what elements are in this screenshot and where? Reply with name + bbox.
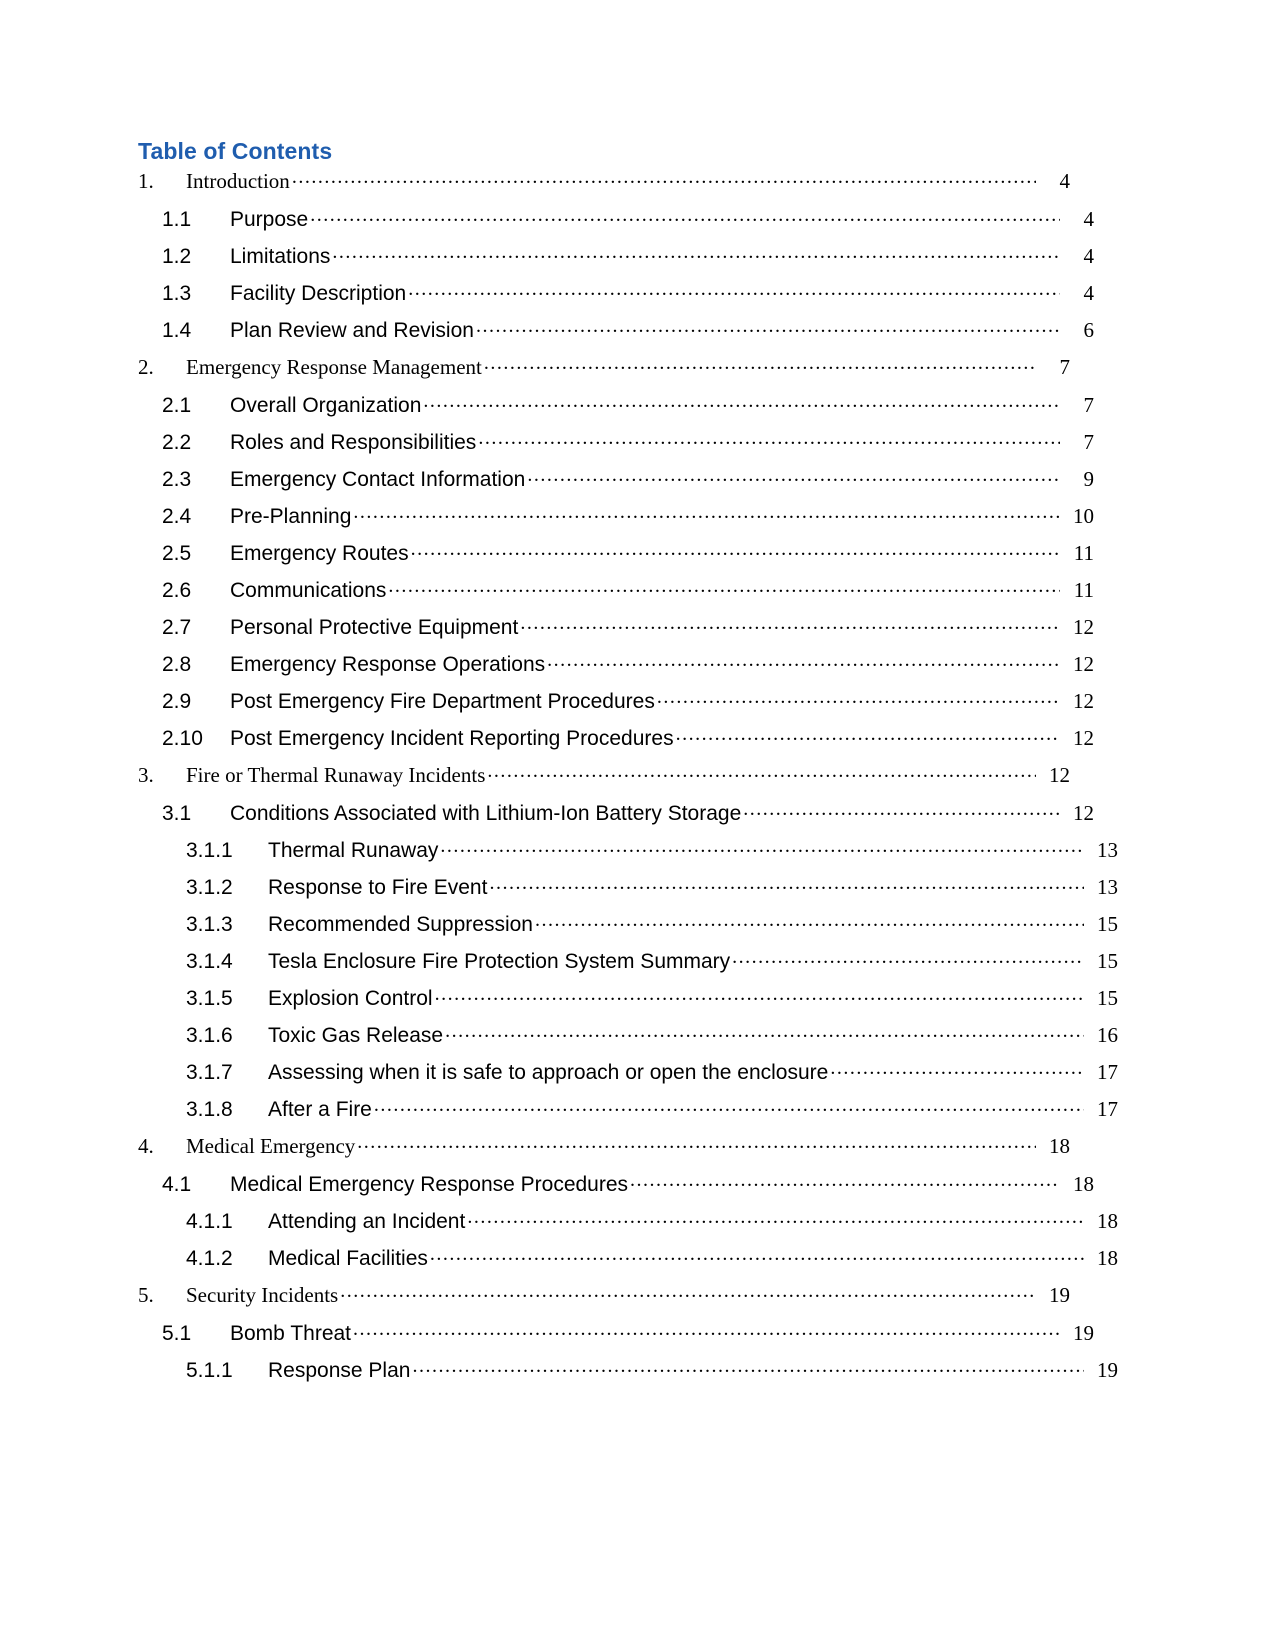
toc-entry[interactable] (138, 205, 1094, 242)
toc-entry-label: Limitations (230, 245, 331, 269)
toc-entry-number: 1.4 (162, 319, 192, 343)
toc-entry-number: 4.1.1 (186, 1210, 233, 1234)
toc-entry-page-number: 10 (1073, 504, 1094, 529)
toc-leader-dots (408, 279, 1060, 300)
toc-entry[interactable] (138, 391, 1094, 428)
toc-entry-label: Recommended Suppression (268, 913, 533, 937)
toc-entry-number: 1. (138, 169, 154, 194)
toc-entry-page-number: 4 (1059, 169, 1070, 194)
toc-entry-page-number: 12 (1073, 726, 1094, 751)
toc-leader-dots (388, 576, 1060, 597)
toc-entry-label: Overall Organization (230, 394, 422, 418)
toc-entry-page-number: 11 (1073, 541, 1094, 566)
toc-entry-page-number: 7 (1083, 393, 1094, 418)
toc-entry-page-number: 19 (1097, 1358, 1118, 1383)
toc-entry-number: 1.1 (162, 208, 192, 232)
toc-leader-dots (476, 316, 1060, 337)
toc-entry[interactable] (138, 167, 1070, 205)
toc-entry[interactable] (138, 799, 1094, 836)
toc-leader-dots (353, 502, 1060, 523)
toc-entry-page-number: 19 (1049, 1283, 1070, 1308)
toc-entry[interactable] (138, 984, 1118, 1021)
toc-entry-label: Post Emergency Fire Department Procedures (230, 690, 655, 714)
toc-entry-label: Explosion Control (268, 987, 433, 1011)
toc-entry-page-number: 17 (1097, 1097, 1118, 1122)
toc-entry-label: Emergency Routes (230, 542, 409, 566)
toc-entry[interactable] (138, 910, 1118, 947)
toc-entry-page-number: 12 (1049, 763, 1070, 788)
toc-entry-label: Post Emergency Incident Reporting Procedures (230, 727, 674, 751)
toc-entry-number: 3.1.6 (186, 1024, 233, 1048)
toc-entry-number: 5. (138, 1283, 154, 1308)
toc-entry[interactable] (138, 724, 1094, 761)
toc-entry-label: Roles and Responsibilities (230, 431, 477, 455)
toc-entry[interactable] (138, 650, 1094, 687)
toc-entry-label: Attending an Incident (268, 1210, 466, 1234)
toc-entry-number: 3. (138, 763, 154, 788)
toc-leader-dots (357, 1132, 1036, 1153)
toc-entry[interactable] (138, 761, 1070, 799)
toc-entry-label: Response to Fire Event (268, 876, 488, 900)
toc-entry-number: 3.1.8 (186, 1098, 233, 1122)
toc-leader-dots (467, 1207, 1084, 1228)
toc-entry-label: Medical Emergency (186, 1134, 356, 1159)
toc-entry[interactable] (138, 613, 1094, 650)
toc-entry-label: Facility Description (230, 282, 407, 306)
toc-entry-page-number: 4 (1083, 281, 1094, 306)
toc-leader-dots (353, 1319, 1060, 1340)
toc-leader-dots (292, 167, 1036, 188)
toc-entry-number: 2.9 (162, 690, 192, 714)
toc-entry-number: 2.6 (162, 579, 192, 603)
toc-entry-label: Assessing when it is safe to approach or open the enclosure (268, 1061, 829, 1085)
toc-leader-dots (412, 1356, 1084, 1377)
toc-entry[interactable] (138, 873, 1118, 910)
toc-entry-page-number: 18 (1097, 1209, 1118, 1234)
toc-entry-label: Plan Review and Revision (230, 319, 474, 343)
toc-leader-dots (340, 1281, 1036, 1302)
toc-leader-dots (676, 724, 1060, 745)
toc-entry[interactable] (138, 539, 1094, 576)
toc-entry-number: 2.2 (162, 431, 192, 455)
toc-entry-page-number: 13 (1097, 838, 1118, 863)
toc-leader-dots (547, 650, 1060, 671)
toc-leader-dots (520, 613, 1060, 634)
toc-entry-page-number: 9 (1083, 467, 1094, 492)
toc-leader-dots (445, 1021, 1084, 1042)
toc-entry-label: Emergency Response Operations (230, 653, 546, 677)
toc-entry-label: Security Incidents (186, 1283, 339, 1308)
toc-entry-label: Personal Protective Equipment (230, 616, 519, 640)
toc-leader-dots (630, 1170, 1060, 1191)
toc-leader-dots (535, 910, 1084, 931)
toc-entry-label: Communications (230, 579, 387, 603)
toc-entry-label: Toxic Gas Release (268, 1024, 444, 1048)
toc-leader-dots (478, 428, 1060, 449)
toc-entry-page-number: 12 (1073, 652, 1094, 677)
toc-list (138, 167, 1118, 1393)
toc-entry-label: Medical Emergency Response Procedures (230, 1173, 629, 1197)
toc-entry-page-number: 4 (1083, 207, 1094, 232)
toc-entry[interactable] (138, 576, 1094, 613)
toc-entry[interactable] (138, 836, 1118, 873)
toc-entry-number: 2.1 (162, 394, 192, 418)
toc-entry-page-number: 12 (1073, 615, 1094, 640)
toc-entry[interactable] (138, 1170, 1094, 1207)
toc-entry-label: After a Fire (268, 1098, 372, 1122)
toc-entry-label: Thermal Runaway (268, 839, 439, 863)
toc-entry[interactable] (138, 1058, 1118, 1095)
toc-entry-page-number: 12 (1073, 801, 1094, 826)
toc-leader-dots (430, 1244, 1084, 1265)
toc-entry[interactable] (138, 1244, 1118, 1281)
toc-entry-page-number: 12 (1073, 689, 1094, 714)
toc-entry[interactable] (138, 279, 1094, 316)
toc-entry[interactable] (138, 353, 1070, 391)
toc-leader-dots (332, 242, 1060, 263)
toc-entry-number: 2.7 (162, 616, 192, 640)
toc-entry-label: Conditions Associated with Lithium-Ion Battery Storage (230, 802, 742, 826)
toc-leader-dots (527, 465, 1060, 486)
toc-leader-dots (310, 205, 1060, 226)
toc-entry-number: 3.1.3 (186, 913, 233, 937)
toc-entry-label: Response Plan (268, 1359, 411, 1383)
toc-leader-dots (732, 947, 1084, 968)
toc-leader-dots (435, 984, 1084, 1005)
toc-entry[interactable] (138, 947, 1118, 984)
toc-entry-label: Tesla Enclosure Fire Protection System Summary (268, 950, 731, 974)
toc-entry-label: Introduction (186, 169, 290, 194)
toc-entry-number: 1.3 (162, 282, 192, 306)
toc-entry-page-number: 15 (1097, 986, 1118, 1011)
toc-entry-page-number: 18 (1049, 1134, 1070, 1159)
toc-entry[interactable] (138, 465, 1094, 502)
toc-entry-number: 2.8 (162, 653, 192, 677)
toc-entry-label: Medical Facilities (268, 1247, 428, 1271)
toc-entry-number: 3.1.4 (186, 950, 233, 974)
toc-entry[interactable] (138, 242, 1094, 279)
toc-entry[interactable] (138, 1319, 1094, 1356)
toc-entry[interactable] (138, 1356, 1118, 1393)
toc-leader-dots (374, 1095, 1084, 1116)
toc-leader-dots (489, 873, 1084, 894)
toc-entry[interactable] (138, 316, 1094, 353)
toc-entry-label: Pre-Planning (230, 505, 352, 529)
toc-leader-dots (743, 799, 1060, 820)
toc-leader-dots (830, 1058, 1084, 1079)
toc-entry-page-number: 18 (1097, 1246, 1118, 1271)
toc-entry[interactable] (138, 428, 1094, 465)
toc-entry-number: 3.1.5 (186, 987, 233, 1011)
toc-entry-number: 2. (138, 355, 154, 380)
toc-entry-label: Fire or Thermal Runaway Incidents (186, 763, 486, 788)
toc-entry-label: Purpose (230, 208, 309, 232)
toc-entry-page-number: 7 (1059, 355, 1070, 380)
toc-entry-number: 2.3 (162, 468, 192, 492)
toc-leader-dots (411, 539, 1060, 560)
toc-entry-page-number: 18 (1073, 1172, 1094, 1197)
toc-entry-page-number: 19 (1073, 1321, 1094, 1346)
toc-entry-number: 2.4 (162, 505, 192, 529)
toc-entry[interactable] (138, 1207, 1118, 1244)
toc-leader-dots (484, 353, 1036, 374)
toc-entry-page-number: 11 (1073, 578, 1094, 603)
toc-entry-page-number: 15 (1097, 912, 1118, 937)
toc-entry-label: Bomb Threat (230, 1322, 352, 1346)
toc-entry-label: Emergency Contact Information (230, 468, 526, 492)
toc-entry-number: 1.2 (162, 245, 192, 269)
toc-entry-page-number: 16 (1097, 1023, 1118, 1048)
toc-entry-number: 5.1.1 (186, 1359, 233, 1383)
toc-leader-dots (487, 761, 1036, 782)
toc-entry-number: 3.1.1 (186, 839, 233, 863)
toc-entry[interactable] (138, 502, 1094, 539)
toc-entry[interactable] (138, 687, 1094, 724)
toc-entry-page-number: 6 (1083, 318, 1094, 343)
toc-entry-page-number: 15 (1097, 949, 1118, 974)
toc-container (138, 138, 1118, 1393)
toc-entry-label: Emergency Response Management (186, 355, 482, 380)
page-title: Table of Contents (138, 138, 333, 164)
toc-entry-number: 3.1.7 (186, 1061, 233, 1085)
toc-entry-number: 4. (138, 1134, 154, 1159)
toc-leader-dots (657, 687, 1060, 708)
toc-entry-number: 2.5 (162, 542, 192, 566)
toc-entry-page-number: 4 (1083, 244, 1094, 269)
toc-entry-number: 3.1 (162, 802, 192, 826)
toc-entry[interactable] (138, 1095, 1118, 1132)
toc-entry-number: 5.1 (162, 1322, 192, 1346)
toc-entry-page-number: 13 (1097, 875, 1118, 900)
toc-entry-page-number: 17 (1097, 1060, 1118, 1085)
toc-leader-dots (440, 836, 1084, 857)
toc-entry-number: 3.1.2 (186, 876, 233, 900)
toc-leader-dots (423, 391, 1060, 412)
toc-entry-number: 4.1 (162, 1173, 192, 1197)
toc-entry[interactable] (138, 1021, 1118, 1058)
toc-entry[interactable] (138, 1281, 1070, 1319)
toc-entry-page-number: 7 (1083, 430, 1094, 455)
toc-entry-number: 4.1.2 (186, 1247, 233, 1271)
toc-entry-number: 2.10 (162, 727, 203, 751)
toc-entry[interactable] (138, 1132, 1070, 1170)
